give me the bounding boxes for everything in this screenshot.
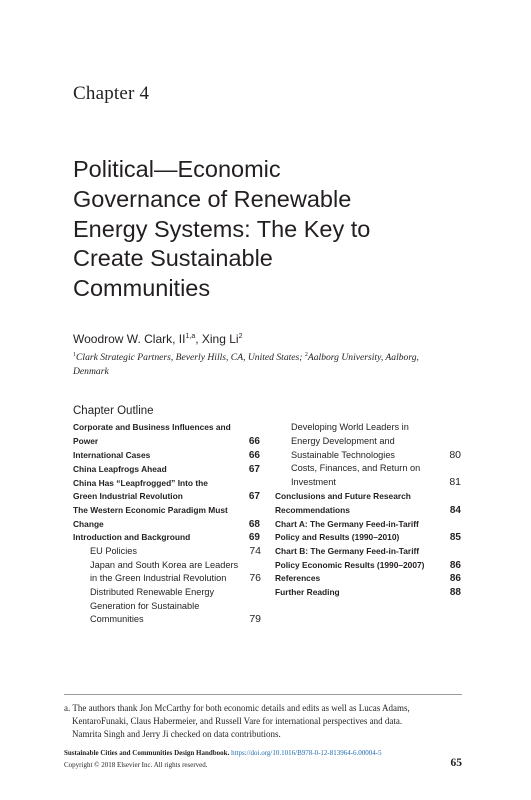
toc-entry-title[interactable]: Distributed Renewable Energy	[90, 587, 215, 597]
chapter-title-line: Energy Systems: The Key to	[73, 215, 371, 242]
copyright-notice: Copyright © 2018 Elsevier Inc. All rights reserved.	[64, 761, 208, 769]
toc-entry-title[interactable]: Chart B: The Germany Feed-in-Tariff	[275, 546, 420, 556]
toc-entry-title[interactable]: Investment	[291, 477, 336, 487]
chapter-outline-heading: Chapter Outline	[73, 405, 154, 417]
author-affiliation-marker: 1,a	[185, 333, 196, 340]
toc-entry-title[interactable]: International Cases	[73, 450, 151, 460]
toc-entry-title[interactable]: Policy Economic Results (1990–2007)	[275, 560, 425, 570]
chapter-title-line: Communities	[73, 275, 211, 302]
toc-entry-title[interactable]: Change	[73, 519, 104, 529]
toc-entry-title[interactable]: Conclusions and Future Research	[275, 491, 411, 501]
author-name: Woodrow W. Clark, II	[73, 332, 186, 346]
author-affiliations	[73, 351, 468, 379]
chapter-title-line: Governance of Renewable	[73, 185, 352, 212]
toc-entry-title[interactable]: Generation for Sustainable	[90, 601, 200, 611]
toc-page-number: 86	[449, 573, 461, 584]
toc-entry-title[interactable]: in the Green Industrial Revolution	[90, 573, 227, 583]
affiliation-marker: 2	[304, 352, 308, 358]
author-separator: ,	[195, 332, 202, 346]
toc-entry-title[interactable]: Developing World Leaders in	[291, 422, 409, 432]
handbook-title: Sustainable Cities and Communities Design Handbook.	[64, 749, 230, 757]
toc-page-number: 76	[249, 572, 261, 584]
toc-page-number: 79	[249, 613, 261, 625]
chapter-title	[73, 155, 473, 304]
toc-page-number: 80	[449, 449, 461, 461]
page-number: 65	[450, 757, 462, 769]
toc-entry-title[interactable]: Power	[73, 436, 99, 446]
chapter-label: Chapter 4	[73, 83, 150, 104]
toc-page-number: 84	[449, 505, 461, 516]
doi-link[interactable]: https://doi.org/10.1016/B978-0-12-813964-6.00004-5	[231, 749, 382, 757]
toc-entry-title[interactable]: Recommendations	[275, 505, 350, 515]
toc-entry-title[interactable]: Green Industrial Revolution	[73, 491, 183, 501]
toc-entry-title[interactable]: Costs, Finances, and Return on	[291, 463, 421, 473]
footnote-line: Namrita Singh and Jerry Ji checked on data contributions.	[72, 729, 281, 739]
toc-entry-title[interactable]: References	[275, 573, 321, 583]
toc-page-number: 66	[248, 436, 260, 447]
toc-page-number: 81	[449, 476, 461, 488]
toc-entry-title[interactable]: Energy Development and	[291, 436, 395, 446]
toc-entry-title[interactable]: China Has “Leapfrogged” Into the	[73, 478, 208, 488]
toc-entry-title[interactable]: The Western Economic Paradigm Must	[73, 505, 228, 515]
toc-entry-title[interactable]: Communities	[90, 614, 144, 624]
toc-page-number: 66	[248, 450, 260, 461]
toc-entry-title[interactable]: EU Policies	[90, 546, 137, 556]
toc-page-number: 69	[248, 532, 260, 543]
footnote-line: KentaroFunaki, Claus Habermeier, and Russell Vare for international perspectives and data.	[72, 716, 403, 726]
affiliation-marker: 1	[73, 352, 76, 358]
footnote	[64, 702, 464, 741]
toc-entry-title[interactable]: Sustainable Technologies	[291, 450, 396, 460]
toc-page-number: 74	[249, 545, 261, 557]
toc-page-number: 67	[248, 464, 260, 475]
footer-citation	[64, 749, 382, 757]
affiliation-text: Aalborg University, Aalborg,	[307, 352, 419, 363]
author-affiliation-marker: 2	[238, 333, 243, 340]
toc-page-number: 86	[449, 560, 461, 571]
affiliation-text: Clark Strategic Partners, Beverly Hills, CA, United States;	[76, 352, 303, 363]
toc-entry-title[interactable]: Japan and South Korea are Leaders	[90, 560, 239, 570]
toc-page-number: 67	[248, 491, 260, 502]
affiliation-text: Denmark	[73, 366, 109, 377]
author-list	[73, 332, 243, 346]
toc-entry-title[interactable]: Introduction and Background	[73, 532, 191, 542]
footnote-divider	[64, 694, 462, 695]
toc-entry-title[interactable]: China Leapfrogs Ahead	[73, 464, 167, 474]
footnote-line: a. The authors thank Jon McCarthy for both economic details and edits as well as Lucas Adams,	[64, 703, 410, 713]
toc-entry-title[interactable]: Policy and Results (1990–2010)	[275, 532, 400, 542]
toc-page-number: 68	[248, 519, 260, 530]
chapter-title-line: Create Sustainable	[73, 245, 273, 272]
toc-entry-title[interactable]: Chart A: The Germany Feed-in-Tariff	[275, 519, 419, 529]
chapter-title-line: Political—Economic	[73, 156, 281, 182]
author-name: Xing Li	[201, 332, 239, 346]
toc-entry-title[interactable]: Corporate and Business Influences and	[73, 422, 231, 432]
toc-page-number: 85	[449, 532, 461, 543]
toc-entry-title[interactable]: Further Reading	[275, 587, 340, 597]
toc-page-number: 88	[449, 587, 461, 598]
